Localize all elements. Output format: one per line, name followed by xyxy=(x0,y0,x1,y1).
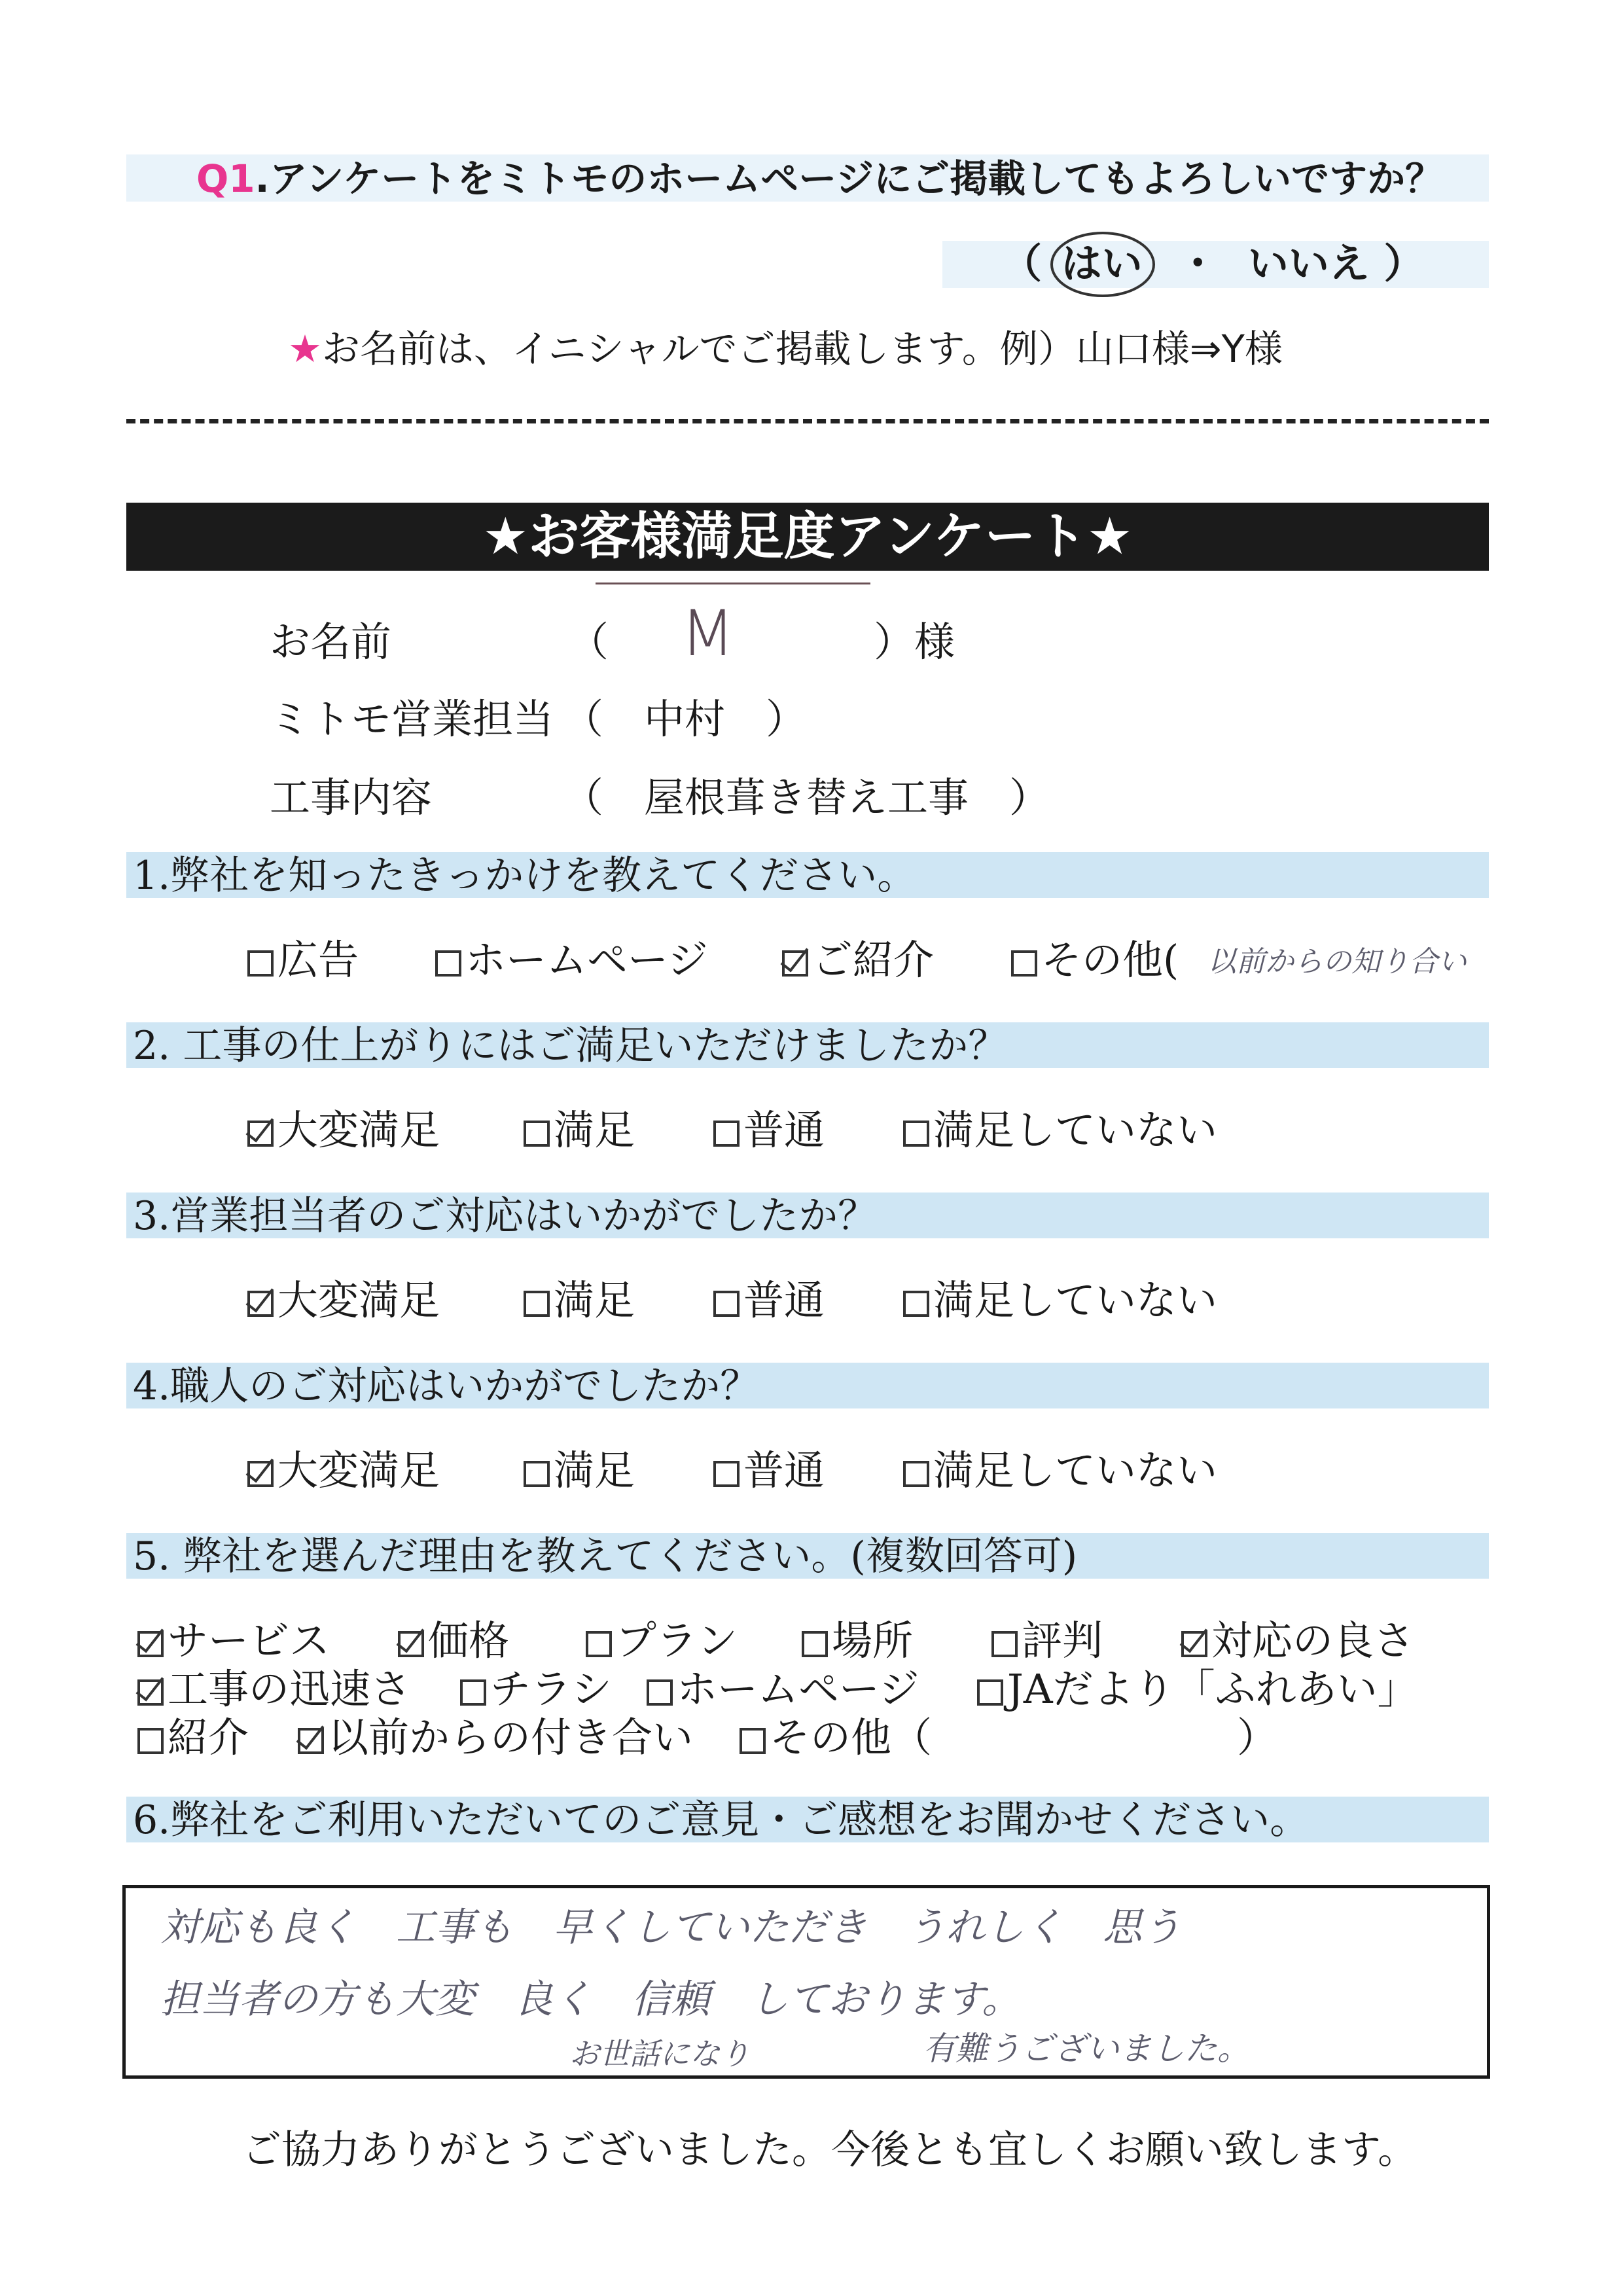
q1-paren-open: （ xyxy=(1001,240,1043,287)
option-label: 評判 xyxy=(1022,1617,1103,1664)
checkbox-checked[interactable] xyxy=(137,1631,164,1657)
checkbox-checked[interactable] xyxy=(298,1728,324,1754)
option-label: 普通 xyxy=(743,1446,825,1494)
checkbox[interactable] xyxy=(903,1461,929,1487)
q5-option-ja-fureai[interactable] xyxy=(977,1666,1418,1712)
q5-option-plan[interactable] xyxy=(586,1618,738,1664)
comment-line-1: 対応も良く 工事も 早くしていただき うれしく 思う xyxy=(160,1905,1181,1950)
q4-option-not-satisfied[interactable] xyxy=(903,1448,1217,1494)
q3-option-very-satisfied[interactable] xyxy=(247,1278,440,1323)
q1-answer xyxy=(1001,240,1424,288)
option-label: 価格 xyxy=(428,1617,510,1664)
checkbox[interactable] xyxy=(977,1679,1003,1706)
checkbox[interactable] xyxy=(740,1728,766,1754)
survey-title: ★お客様満足度アンケート★ xyxy=(482,507,1133,566)
q1-separator: ・ xyxy=(1177,240,1219,287)
q5-option-service[interactable] xyxy=(137,1618,330,1664)
q4-option-satisfied[interactable] xyxy=(524,1448,635,1494)
survey-title-bar xyxy=(126,503,1489,571)
checkbox-checked[interactable] xyxy=(782,950,808,977)
q1-text: .アンケートをミトモのホームページにご掲載してもよろしいですか？ xyxy=(255,156,1444,201)
q3-option-satisfied[interactable] xyxy=(524,1278,635,1323)
option-label: 対応の良さ xyxy=(1211,1617,1415,1664)
question-3-text: 3.営業担当者のご対応はいかがでしたか？ xyxy=(133,1193,878,1239)
option-label: 満足 xyxy=(554,1446,635,1494)
checkbox[interactable] xyxy=(1011,950,1037,977)
option-label: サービス xyxy=(168,1617,330,1664)
q1-paren-close: ） xyxy=(1383,240,1425,287)
footer-thanks: ご協力ありがとうございました。今後とも宜しくお願い致します。 xyxy=(242,2127,1418,2173)
question-1-text: 1.弊社を知ったきっかけを教えてください。 xyxy=(133,853,917,899)
option-label: ホームページ xyxy=(465,936,708,984)
q3-option-normal[interactable] xyxy=(713,1278,825,1323)
comment-line-3b: 有難うございました。 xyxy=(923,2030,1250,2068)
checkbox[interactable] xyxy=(460,1679,486,1706)
option-label: 満足 xyxy=(554,1106,635,1154)
option-label: ご紹介 xyxy=(812,936,935,984)
work-label: 工事内容 xyxy=(270,774,433,821)
checkbox-checked[interactable] xyxy=(398,1631,424,1657)
option-label: 満足していない xyxy=(933,1446,1218,1494)
q4-option-very-satisfied[interactable] xyxy=(247,1448,440,1494)
option-label: 大変満足 xyxy=(277,1106,440,1154)
initial-note xyxy=(288,326,1283,372)
question-5-text: 5. 弊社を選んだ理由を教えてください。(複数回答可) xyxy=(133,1534,1078,1579)
comment-line-2: 担当者の方も大変 良く 信頼 しております。 xyxy=(160,1977,1022,2022)
option-label: ホームページ xyxy=(677,1665,919,1713)
checkbox[interactable] xyxy=(647,1679,673,1706)
option-label: 普通 xyxy=(743,1106,825,1154)
question-4-text: 4.職人のご対応はいかがでしたか？ xyxy=(133,1363,760,1409)
option-label: 場所 xyxy=(832,1617,914,1664)
option-label: 普通 xyxy=(743,1276,825,1324)
checkbox-checked[interactable] xyxy=(137,1679,164,1706)
checkbox[interactable] xyxy=(713,1291,740,1317)
option-label: 満足していない xyxy=(933,1276,1218,1324)
q1-option-ad[interactable] xyxy=(247,937,359,983)
checkbox[interactable] xyxy=(903,1121,929,1147)
checkbox[interactable] xyxy=(524,1291,550,1317)
q2-option-not-satisfied[interactable] xyxy=(903,1107,1217,1153)
q1-yes-circle xyxy=(1047,228,1158,300)
option-label: 大変満足 xyxy=(277,1276,440,1324)
checkbox[interactable] xyxy=(137,1728,164,1754)
q4-option-normal[interactable] xyxy=(713,1448,825,1494)
q5-option-flyer[interactable] xyxy=(460,1666,612,1712)
q5-option-homepage[interactable] xyxy=(647,1666,919,1712)
sales-label: ミトモ営業担当 xyxy=(270,695,554,743)
q5-option-existing-relationship[interactable] xyxy=(298,1715,693,1761)
q1-option-referral[interactable] xyxy=(782,937,934,983)
dashed-divider xyxy=(126,419,1489,423)
option-label: 大変満足 xyxy=(277,1446,440,1494)
option-label: チラシ xyxy=(490,1665,613,1713)
checkbox-checked[interactable] xyxy=(247,1461,274,1487)
q3-option-not-satisfied[interactable] xyxy=(903,1278,1217,1323)
checkbox-checked[interactable] xyxy=(247,1121,274,1147)
q5-option-other[interactable] xyxy=(740,1715,932,1761)
name-label: お名前 xyxy=(270,618,392,666)
q1-no-option[interactable]: いいえ xyxy=(1247,240,1370,287)
q1-option-other[interactable] xyxy=(1011,937,1179,983)
name-value: M xyxy=(681,597,735,670)
checkbox[interactable] xyxy=(903,1291,929,1317)
q1-yes-label: はい xyxy=(1061,240,1143,287)
q1-option-homepage[interactable] xyxy=(435,937,708,983)
option-label: 広告 xyxy=(277,936,359,984)
option-label: 工事の迅速さ xyxy=(168,1665,412,1713)
checkbox[interactable] xyxy=(802,1631,828,1657)
q2-option-satisfied[interactable] xyxy=(524,1107,635,1153)
option-label: 満足 xyxy=(554,1276,635,1324)
option-label: 紹介 xyxy=(168,1713,249,1761)
name-paren-close-sama: ）様 xyxy=(874,618,955,666)
q5-option-price[interactable] xyxy=(398,1618,509,1664)
q2-option-very-satisfied[interactable] xyxy=(247,1107,440,1153)
q5-other-close: ） xyxy=(1237,1713,1278,1761)
q5-option-location[interactable] xyxy=(802,1618,913,1664)
q5-option-fast-work[interactable] xyxy=(137,1666,411,1712)
checkbox[interactable] xyxy=(435,950,461,977)
checkbox[interactable] xyxy=(586,1631,612,1657)
question-6-text: 6.弊社をご利用いただいてのご意見・ご感想をお聞かせください。 xyxy=(133,1797,1310,1843)
option-label: プラン xyxy=(616,1617,738,1664)
checkbox[interactable] xyxy=(991,1631,1018,1657)
option-label: その他( xyxy=(1041,936,1179,984)
note-text: お名前は、イニシャルでご掲載します。例）山口様⇒Y様 xyxy=(322,327,1283,371)
work-value: （ 屋根葺き替え工事 ） xyxy=(563,774,1050,821)
q1-yes-option[interactable] xyxy=(1056,240,1162,287)
name-paren-open: （ xyxy=(568,618,609,666)
option-label: JAだより「ふれあい」 xyxy=(1007,1665,1418,1713)
option-label: その他（ xyxy=(770,1713,933,1761)
checkbox-checked[interactable] xyxy=(1181,1631,1207,1657)
q5-option-referral[interactable] xyxy=(137,1715,249,1761)
q5-option-good-response[interactable] xyxy=(1181,1618,1414,1664)
checkbox[interactable] xyxy=(713,1121,740,1147)
q1-question xyxy=(196,156,1443,202)
q1-number: Q1 xyxy=(196,156,255,201)
checkbox[interactable] xyxy=(524,1461,550,1487)
option-label: 満足していない xyxy=(933,1106,1218,1154)
q5-option-reputation[interactable] xyxy=(991,1618,1103,1664)
comment-line-3a: お世話になり xyxy=(569,2036,750,2072)
checkbox[interactable] xyxy=(524,1121,550,1147)
sales-value: （ 中村 ） xyxy=(563,695,807,743)
checkbox[interactable] xyxy=(713,1461,740,1487)
question-2-text: 2. 工事の仕上がりにはご満足いただけましたか？ xyxy=(133,1023,1008,1069)
checkbox-checked[interactable] xyxy=(247,1291,274,1317)
q1-other-handwritten: 以前からの知り合い xyxy=(1207,945,1467,978)
q2-option-normal[interactable] xyxy=(713,1107,825,1153)
option-label: 以前からの付き合い xyxy=(328,1713,694,1761)
note-star-icon: ★ xyxy=(288,327,322,371)
checkbox[interactable] xyxy=(247,950,274,977)
